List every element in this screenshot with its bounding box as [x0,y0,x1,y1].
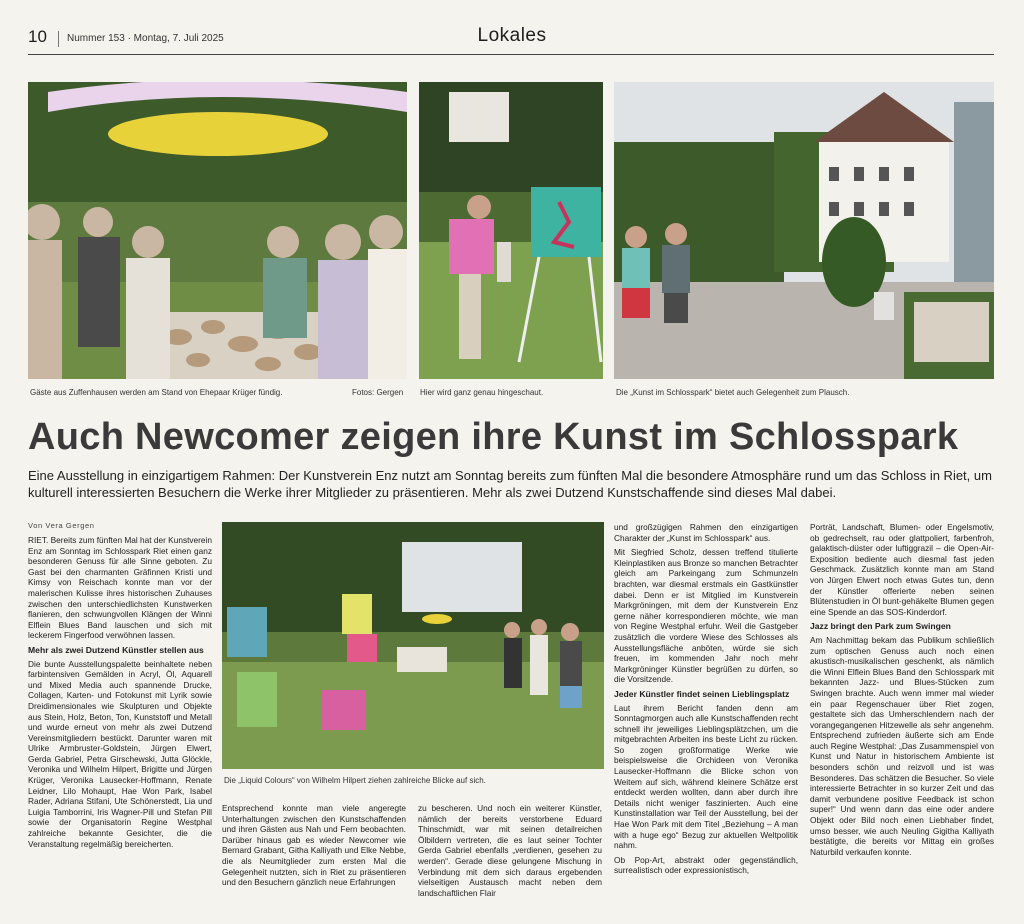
paragraph: Entsprechend konnte man viele angeregte Unterhaltungen zwischen den Kunstschaffenden und ihren Gästen aus Nah und Fern beobachten. Darüber hinaus gab es wieder Newcomer wie Bernard Grabant, Githa Kalliyath und Elke Nebbe, die als Neumitglieder zum ersten Mal die Gelegenheit nutzten, sich in Riet zu präsentieren und den Besuchern gänzlich neue Erfahrungen [222,803,406,888]
paragraph: Mit Siegfried Scholz, dessen treffend titulierte Kleinplastiken aus Bronze so manchen Betrachter gleich am Parkeingang zum Schmunzeln brachten, war diesmal erstmals ein Gastkünstler dabei. Denn er ist Mitglied im Kunstverein Markgröningen, mit dem der Kunstverein Enz gerne näher korrespondieren möchte, wie man von Regine Westphal erfuhr. Weil die Gastgeber zusätzlich die vordere Wiese des Schlosses als Ausstellungsfläche anböten, würde sie sich freuen, im kommenden Jahr noch mehr Markgröninger Künstler begrüßen zu dürfen, so die Vorsitzende. [614,547,798,685]
issue-info: Nummer 153 · Montag, 7. Juli 2025 [67,33,224,44]
paragraph: und großzügigen Rahmen den einzigartigen Charakter der „Kunst im Schlosspark“ aus. [614,522,798,543]
caption-photo-2: Hier wird ganz genau hingeschaut. [420,388,544,397]
article-headline: Auch Newcomer zeigen ihre Kunst im Schlosspark [28,416,959,458]
column-3 [418,803,602,902]
section-title: Lokales [477,25,547,46]
caption-photo-3: Die „Kunst im Schlosspark“ bietet auch Gelegenheit zum Plausch. [616,388,850,397]
column-4 [614,522,798,880]
column-5 [810,522,994,861]
photo-schlosspark [614,82,994,379]
author-byline: Von Vera Gergen [28,521,95,530]
paragraph: Ob Pop-Art, abstrakt oder gegenständlich, surrealistisch oder expressionistisch, [614,854,798,876]
paragraph: Porträt, Landschaft, Blumen- oder Engelsmotiv, ob gedrechselt, rau oder glattpoliert, farbenfroh, galaktisch-düster oder luftiggrazil – die Open-Air-Exposition bediente auch diesmal fast jeden Geschmack. Zusätzlich konnte man am Stand von Jürgen Elwert noch etwas Gutes tun, denn der Künstler offerierte neben seinen Blütenstudien in Öl bunt-gehäkelte Blumen gegen eine Spende an das SOS-Kinderdorf. [810,522,994,617]
subheading: Mehr als zwei Dutzend Künstler stellen aus [28,644,204,655]
paragraph: RIET. Bereits zum fünften Mal hat der Kunstverein Enz am Sonntag im Schlosspark Riet einen ganz besonderen Genuss für alle Sinne geboten. Zu Gast bei den charmanten Gräfinnen Kristi und Kimsy von Reischach konnte man vor der malerischen Kulisse ihres historischen Zuhauses zwischen den unterschiedlichsten Kunstwerken flanieren, den schwungvollen Klängen der Winni Elflein Blues Band lauschen und sich mit leckerem Fingerfood verwöhnen lassen. [28,535,212,641]
article-lead: Eine Ausstellung in einzigartigem Rahmen: Der Kunstverein Enz nutzt am Sonntag bereits zum fünften Mal die besondere Atmosphäre rund um das Schloss in Riet, um kulturell interessierten Besuchern die Werke ihrer Mitglieder zu präsentieren. Mehr als zwei Dutzend Kunstschaffende sind dieses Mal dabei. [28,468,992,500]
photo-close-look [419,82,603,379]
paragraph: Die bunte Ausstellungspalette beinhaltete neben farbintensiven Gemälden in Acryl, Öl, Aquarell und Mixed Media auch spannende Drucke, Collagen, Karten- und Fotokunst mit Lyrik sowie Dreidimensionales wie Skulpturen und Objekte aus Stein, Holz, Beton, Ton, Kunststoff und Metall und wurde erneut von mehr als zwei Dutzend Vereinsmitgliedern bestückt. Darunter waren mit Ulrike Armbruster-Goldstein, Jürgen Elwert, Gerda Gabriel, Petra Girschewski, Jutta Glöckle, Veronika und Wilhelm Hilpert, Brigitte und Jürgen Krüger, Veronika Lausecker-Hoffmann, Renate Leidner, Lilo Mohaupt, Hae Won Park, Isabel Rader, Adriana Stifani, Ute Schönerstedt, Lia und Luigia Tamborrini, Iris Wagner-Pill und Stefan Pill sowie der Organisatorin Regine Westphal zahlreiche bekannte Gesichter, die die Veranstaltung regelmäßig bereicherten. [28,658,212,849]
paragraph: Am Nachmittag bekam das Publikum schließlich zum optischen Genuss auch noch einen akustisch-musikalischen geschenkt, als nämlich die Winni Elflein Blues Band den Schlosspark mit bekannten Jazz- und Blues-Stücken zum Swingen brachte. Auch wenn immer mal wieder ein paar Regenschauer über Riet zogen, gestaltete sich das Umherschlendern nach der vorangegangenen Hitzewelle als sehr angenehm. Entsprechend zufrieden äußerte sich am Ende auch Regine Westphal: „Das Zusammenspiel von Kunst und Natur in historischem Ambiente ist besonders schön und reizvoll und ist was Besonderes. Das schätzen die Besucher. So viele interessierte Betrachter in so kurzer Zeit und das damit verbundene positive Feedback ist schon super!“ Und wenn dann das eine oder andere Objekt oder Bild noch einen Liebhaber findet, umso besser, wie auch Neuling Gigitha Kalliyath bestätigte, die bereits vor Mittag ein großes Naturbild verkaufen konnte. [810,634,994,857]
paragraph: Laut ihrem Bericht fanden denn am Sonntagmorgen auch alle Kunstschaffenden recht schnell ihr jeweiliges Lieblingsplätzchen, um die mitgebrachten Arbeiten ins beste Licht zu rücken. So zogen großformatige Werke wie beispielsweise die Orchideen von Veronika Lausecker-Hoffmann die Blicke schon von Weitem auf sich, während kleinere Schätze erst entdeckt werden wollten, dann aber durch ihre Details nicht weniger faszinierten. Auch eine Kunstinstallation war Teil der Ausstellung, bei der Hae Won Park mit dem Titel „Beziehung – A man with a huge ego“ Bezug zur aktuellen Weltpolitik nahm. [614,702,798,851]
column-1 [28,535,212,853]
header-rule [28,54,994,55]
caption-photo-4: Die „Liquid Colours“ von Wilhelm Hilpert ziehen zahlreiche Blicke auf sich. [224,776,486,785]
page-number: 10 [28,27,47,46]
subheading: Jazz bringt den Park zum Swingen [810,621,951,632]
photo-credit: Fotos: Gergen [352,388,404,397]
caption-photo-1: Gäste aus Zuffenhausen werden am Stand von Ehepaar Krüger fündig. [30,388,283,397]
subheading: Jeder Künstler findet seinen Lieblingsplatz [614,688,790,699]
photo-liquid-colours [222,522,604,769]
column-2 [222,803,406,892]
photo-artist-stand [28,82,407,379]
paragraph: zu bescheren. Und noch ein weiterer Künstler, nämlich der bereits verstorbene Eduard Thinschmidt, war mit seinen detailreichen Ölbildern vertreten, die es laut seiner Tochter Gerda Gabriel ebenfalls „verdienen, gesehen zu werden“. Gerade diese gelungene Mischung in Verbindung mit dem sich daraus ergebenden vielseitigen Austausch macht neben dem landschaftlichen Flair [418,803,602,898]
